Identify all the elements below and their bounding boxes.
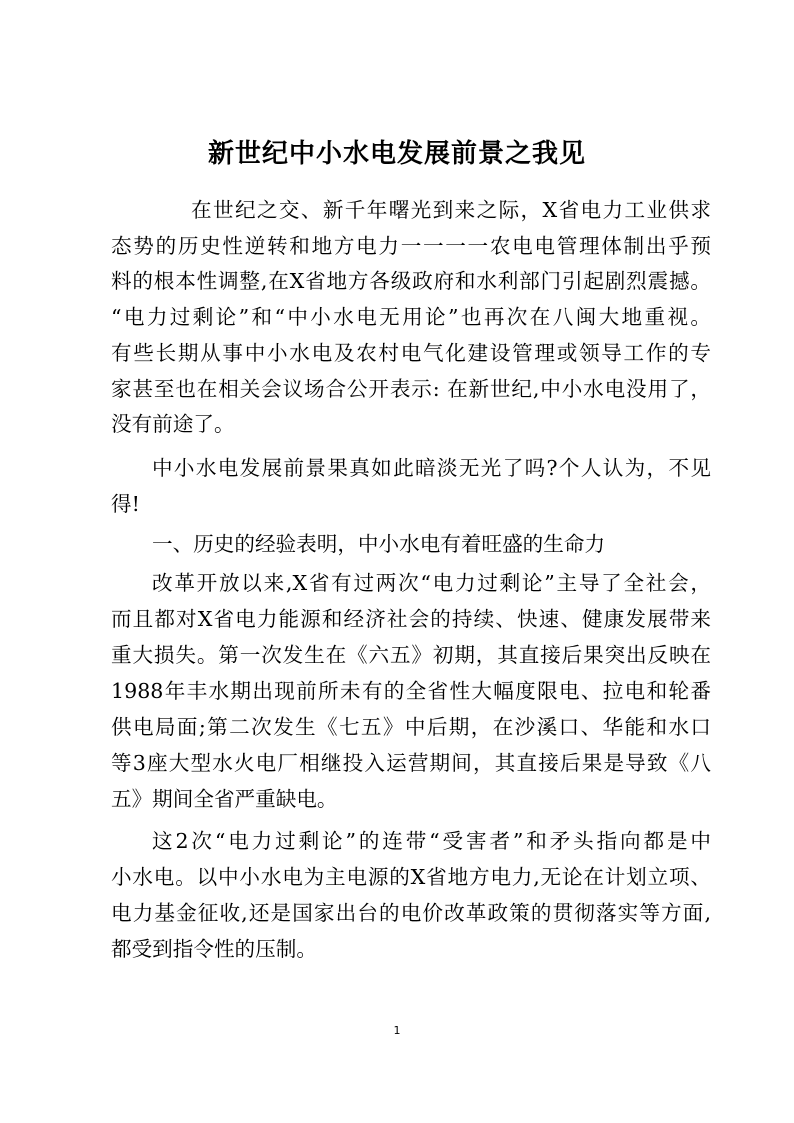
paragraph-line: 料的根本性调整,在X省地方各级政府和水利部门引起剧烈震撼。	[111, 269, 711, 293]
section-heading: 一、历史的经验表明，中小水电有着旺盛的生命力	[152, 532, 606, 556]
paragraph-line: 改革开放以来,X省有过两次“电力过剩论”主导了全社会，	[152, 571, 711, 595]
paragraph-line: 五》期间全省严重缺电。	[111, 787, 338, 811]
paragraph-line: 这2次“电力过剩论”的连带“受害者”和矛头指向都是中	[152, 829, 711, 853]
document-title: 新世纪中小水电发展前景之我见	[207, 139, 586, 169]
paragraph-line: 没有前途了。	[111, 412, 235, 436]
paragraph-line: 小水电。以中小水电为主电源的X省地方电力,无论在计划立项、	[111, 865, 711, 889]
page-number: 1	[393, 1024, 401, 1037]
paragraph-line: 1988年丰水期出现前所未有的全省性大幅度限电、拉电和轮番	[111, 679, 711, 703]
paragraph-line: 得!	[111, 492, 140, 516]
paragraph-line: 等3座大型水火电厂相继投入运营期间，其直接后果是导致《八	[111, 751, 711, 775]
paragraph-line: 在世纪之交、新千年曙光到来之际，X省电力工业供求	[191, 198, 711, 222]
paragraph-line: 态势的历史性逆转和地方电力一一一一农电电管理体制出乎预	[111, 234, 711, 258]
paragraph-line: 都受到指令性的压制。	[111, 937, 317, 961]
paragraph-line: 家甚至也在相关会议场合公开表示: 在新世纪,中小水电没用了，	[111, 377, 711, 401]
paragraph-line: 中小水电发展前景果真如此暗淡无光了吗?个人认为，不见	[152, 456, 711, 480]
paragraph-line: 重大损失。第一次发生在《六五》初期，其直接后果突出反映在	[111, 643, 711, 667]
paragraph-line: 供电局面;第二次发生《七五》中后期，在沙溪口、华能和水口	[111, 715, 711, 739]
paragraph-line: 而且都对X省电力能源和经济社会的持续、快速、健康发展带来	[111, 607, 711, 631]
paragraph-line: 电力基金征收,还是国家出台的电价改革政策的贯彻落实等方面,	[111, 901, 711, 925]
paragraph-line: “电力过剩论”和“中小水电无用论”也再次在八闽大地重视。	[111, 305, 711, 329]
paragraph-line: 有些长期从事中小水电及农村电气化建设管理或领导工作的专	[111, 341, 711, 365]
